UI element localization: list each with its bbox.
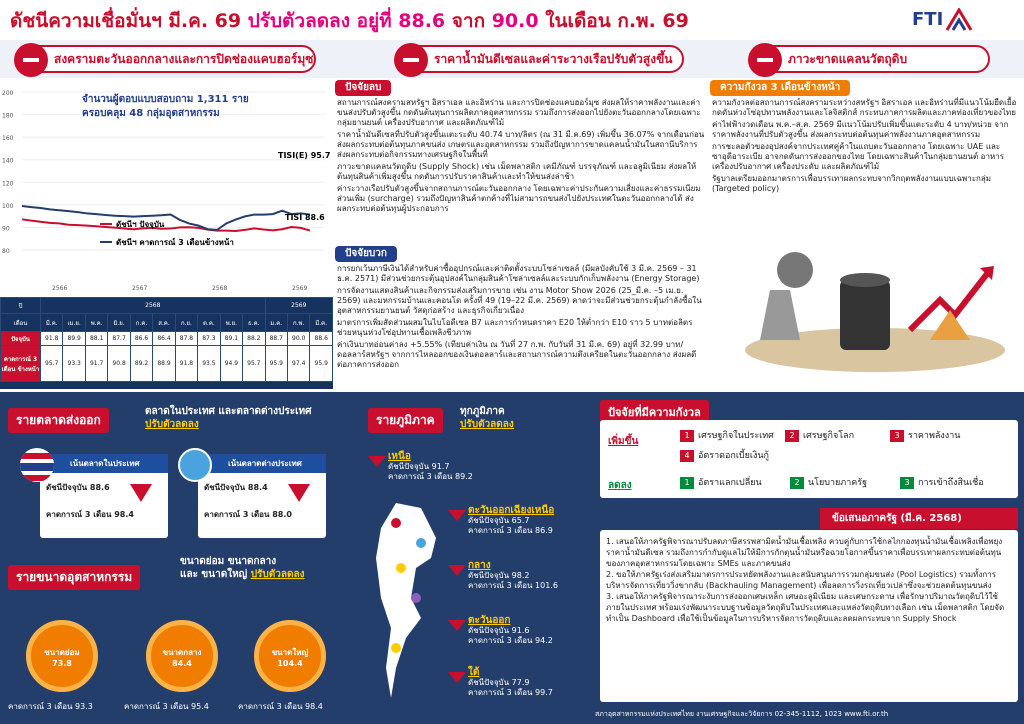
logo-text: FTI — [912, 9, 944, 30]
table-cur-cell: 86.4 — [153, 332, 175, 346]
rank-badge: 3 — [900, 477, 914, 489]
down-arrow-icon — [288, 484, 310, 502]
table-month: พ.ค. — [85, 314, 107, 332]
table-month: เม.ย. — [63, 314, 85, 332]
table-year-header: ปี — [1, 298, 41, 314]
cur-label: ดัชนีปัจจุบัน — [468, 516, 510, 525]
table-cur-cell: 88.7 — [265, 332, 287, 346]
y-tick-label: 80 — [2, 248, 10, 255]
fc-value: 94.2 — [535, 636, 553, 645]
worry-up-entry — [680, 426, 785, 446]
table-cur-cell: 86.6 — [130, 332, 152, 346]
negative-factors-list — [337, 98, 705, 216]
title-highlight: 90.0 — [491, 10, 539, 32]
region-name: กลาง — [468, 560, 491, 571]
size-name: ขนาดใหญ่ — [271, 648, 309, 657]
table-row-label: คาดการณ์ 3 เดือน ข้างหน้า — [1, 346, 41, 382]
fc-value: 86.9 — [535, 526, 553, 535]
title-part: ในเดือน ก.พ. 69 — [538, 10, 689, 32]
worry-down-item: การเข้าถึงสินเชื่อ — [918, 478, 984, 488]
region-east — [468, 616, 553, 646]
cur-value: 98.2 — [511, 571, 530, 580]
region-name: ใต้ — [468, 667, 480, 678]
table-fc-cell: 88.9 — [153, 346, 175, 382]
factor-item: สถานการณ์สงครามสหรัฐฯ อิสราเอล และอิหร่าน และการปิดช่องแคบฮอร์มุซ ส่งผลให้ราคาพลังงานและค่าขนส่งปรับตัวสูงขึ้น กดดันต้นทุนการผลิตภาคอุตสาหกรรม รวมถึงการส่งออกไปยังตะวันออกกลางโดยเฉพาะกลุ่มยานยนต์ เครื่องปรับอากาศ และผลิตภัณฑ์ไม้ — [337, 98, 701, 127]
table-month: ส.ค. — [153, 314, 175, 332]
size-sub — [180, 555, 305, 581]
increase-list — [680, 426, 1010, 466]
down-arrow-icon — [448, 672, 466, 683]
y-tick-label: 120 — [2, 180, 14, 188]
table-fc-cell: 97.4 — [287, 346, 309, 382]
region-sub — [460, 405, 514, 431]
export-sub1: ตลาดในประเทศ และตลาดต่างประเทศ — [145, 406, 312, 417]
thai-flag-icon — [20, 448, 54, 482]
factor-item: ค่าระวางเรือปรับตัวสูงขึ้นจากสถานการณ์ตะวันออกกลาง โดยเฉพาะค่าประกันความเสี่ยงและค่าธรรมเนียมส่วนเพิ่ม (surcharge) รวมถึงปัญหาสินค้าตกค้างที่ไม่สามารถขนส่งไปยังประเทศในตะวันออกกลางได้ ส่งผลกระทบต่อต้นทุนผู้ประกอบการ — [337, 184, 701, 213]
survey-caption — [82, 93, 249, 121]
issue-pill-war — [16, 45, 316, 73]
table-cur-cell: 88.2 — [243, 332, 265, 346]
rank-badge: 2 — [790, 477, 804, 489]
y-tick-label: 180 — [2, 112, 14, 120]
factor-item: การยกเว้นภาษีเงินได้สำหรับค่าซื้ออุปกรณ์และค่าติดตั้งระบบโซล่าเซลล์ (มีผลบังคับใช้ 3 มี.ค. 2569 – 31 ธ.ค. 2571) มีส่วนช่วยกระตุ้นอุปสงค์ในกลุ่มสินค้าโซล่าเซลล์และระบบกักเก็บพลังงาน (Energy Storage) — [337, 264, 700, 283]
factor-item: ราคาน้ำมันดีเซลที่ปรับตัวสูงขึ้นแตะระดับ 40.74 บาท/ลิตร (ณ 31 มี.ค.69) เพิ่มขึ้น 36.07% จากเดือนก่อน ส่งผลกระทบต่อต้นทุนภาคขนส่ง เกษตรและอุตสาหกรรม รวมถึงปัญหาการขาดแคลนน้ำมันในสถานีบริการส่งผลกระทบต่อกิจกรรมทางเศรษฐกิจในพื้นที่ — [337, 130, 705, 159]
table-cur-cell: 87.7 — [108, 332, 130, 346]
table-cur-cell: 91.8 — [41, 332, 63, 346]
table-month: ก.ค. — [130, 314, 152, 332]
y-tick-label: 160 — [2, 135, 14, 143]
size-cur: 104.4 — [277, 659, 303, 668]
fc-value: 99.7 — [535, 688, 553, 697]
large-size-circle — [254, 620, 326, 692]
x-year-label: 2568 — [212, 285, 228, 292]
fc-value: 98.4 — [114, 510, 134, 519]
table-fc-cell: 95.7 — [243, 346, 265, 382]
table-month: ม.ค. — [265, 314, 287, 332]
down-arrow-icon — [368, 456, 386, 467]
factor-item: ค่าไฟฟ้างวดเดือน พ.ค.–ส.ค. 2569 มีแนวโน้มปรับเพิ่มขึ้นแตะระดับ 4 บาท/หน่วย จากราคาพลังงานที่ปรับตัวสูงขึ้น ส่งผลกระทบต่อต้นทุนค่าพลังงานภาคอุตสาหกรรม — [712, 120, 1009, 139]
fc-value: 101.6 — [535, 581, 558, 590]
negative-factors-header: ปัจจัยลบ — [335, 80, 391, 96]
region-northeast — [468, 506, 554, 536]
worry-down-entry — [790, 476, 900, 490]
fc-value: 93.3 — [75, 702, 93, 711]
rank-badge: 1 — [680, 430, 694, 442]
small-size-circle — [26, 620, 98, 692]
fc-label: คาดการณ์ 3 เดือน — [124, 702, 189, 711]
table-month: มิ.ย. — [108, 314, 130, 332]
worry-down-item: อัตราแลกเปลี่ยน — [698, 478, 762, 488]
region-north — [388, 452, 473, 482]
fc-label: คาดการณ์ 3 เดือน — [8, 702, 73, 711]
table-cur-cell: 87.3 — [198, 332, 220, 346]
fti-logo — [912, 8, 1012, 34]
fc-label: คาดการณ์ 3 เดือน — [468, 581, 533, 590]
export-sub — [145, 405, 312, 431]
export-heading: รายตลาดส่งออก — [8, 408, 109, 433]
table-month-header: เดือน — [1, 314, 41, 332]
rank-badge: 2 — [785, 430, 799, 442]
fc-label: คาดการณ์ 3 เดือน — [46, 510, 112, 519]
table-fc-cell: 91.7 — [85, 346, 107, 382]
y-tick-label: 100 — [2, 202, 14, 210]
rank-badge: 1 — [680, 477, 694, 489]
table-fc-cell: 94.9 — [220, 346, 242, 382]
positive-factors-list — [337, 264, 705, 372]
worry-up-item: เศรษฐกิจโลก — [803, 431, 855, 441]
minus-icon — [394, 43, 428, 77]
table-cur-cell: 90.0 — [287, 332, 309, 346]
region-name: ตะวันออกเฉียงเหนือ — [468, 505, 555, 516]
decrease-label: ลดลง — [608, 480, 632, 491]
title-part: ดัชนีความเชื่อมั่นฯ มี.ค. 69 — [10, 10, 248, 32]
cur-label: ดัชนีปัจจุบัน — [468, 678, 510, 687]
cur-value: 88.4 — [247, 483, 268, 492]
cur-value: 88.6 — [89, 483, 110, 492]
medium-size-circle — [146, 620, 218, 692]
worry-up-entry — [890, 426, 995, 446]
table-fc-cell: 95.7 — [41, 346, 63, 382]
legend-label: ดัชนีฯ ปัจจุบัน — [116, 220, 165, 229]
region-south — [468, 668, 553, 698]
x-year-label: 2566 — [52, 285, 68, 292]
fc-value: 95.4 — [191, 702, 209, 711]
minus-icon — [748, 43, 782, 77]
thailand-map — [366, 498, 446, 708]
title-part: จาก — [445, 10, 492, 32]
table-month: ก.ย. — [175, 314, 197, 332]
table-month: ต.ค. — [198, 314, 220, 332]
card-title: เน้นตลาดในประเทศ — [40, 454, 168, 473]
size-sub3: ปรับตัวลดลง — [250, 569, 305, 580]
worry-down-item: นโยบายภาครัฐ — [808, 478, 868, 488]
pill-label: ราคาน้ำมันดีเซลและค่าระวางเรือปรับตัวสูงขึ้น — [434, 51, 673, 66]
pill-label: สงครามตะวันออกกลางและการปิดช่องแคบฮอร์มุซ — [54, 51, 314, 66]
region-name: ตะวันออก — [468, 615, 511, 626]
size-sub2: และ ขนาดใหญ่ — [180, 569, 248, 580]
size-heading: รายขนาดอุตสาหกรรม — [8, 565, 140, 590]
cur-label: ดัชนีปัจจุบัน — [204, 483, 246, 492]
table-cur-cell: 89.9 — [63, 332, 85, 346]
cur-value: 65.7 — [511, 516, 530, 525]
energy-illustration — [730, 230, 1020, 380]
table-cur-cell: 88.6 — [310, 332, 333, 346]
fc-label: คาดการณ์ 3 เดือน — [468, 688, 533, 697]
down-arrow-icon — [448, 510, 466, 521]
size-sub1: ขนาดย่อม ขนาดกลาง — [180, 556, 277, 567]
down-arrow-icon — [448, 620, 466, 631]
region-sub1: ทุกภูมิภาค — [460, 406, 505, 417]
issue-pill-diesel — [396, 45, 684, 73]
worry-down-entry — [680, 476, 790, 490]
down-arrow-icon — [130, 484, 152, 502]
fc-label: คาดการณ์ 3 เดือน — [238, 702, 303, 711]
worry-heading: ปัจจัยที่มีความกังวล — [600, 400, 709, 424]
table-month: พ.ย. — [220, 314, 242, 332]
title-highlight: ปรับตัวลดลง อยู่ที่ 88.6 — [247, 10, 446, 32]
worry-up-item: เศรษฐกิจในประเทศ — [698, 431, 774, 441]
worry-box — [600, 420, 1018, 498]
fc-value: 89.2 — [455, 472, 473, 481]
tisi-label: TISI 88.6 — [285, 213, 325, 222]
table-fc-cell: 91.8 — [175, 346, 197, 382]
worry-up-entry — [785, 426, 890, 446]
size-name: ขนาดกลาง — [162, 648, 202, 657]
factor-item: การจัดงานแสดงสินค้าและกิจกรรมส่งเสริมการขาย เช่น งาน Motor Show 2026 (25_มี.ค. –5 เม.ย. 2569) และมหกรรมบ้านและคอนโด ครั้งที่ 49 (19–22 มี.ค. 2569) คาดว่าจะมีส่วนช่วยกระตุ้นกำลังซื้อในอุตสาหกรรมยานยนต์ วัสดุก่อสร้าง และธุรกิจเกี่ยวเนื่อง — [337, 286, 702, 315]
survey-line1: จำนวนผู้ตอบแบบสอบถาม 1,311 ราย — [82, 94, 249, 105]
footer: สภาอุตสาหกรรมแห่งประเทศไทย งานเศรษฐกิจและวิจัยการ 02-345-1112, 1023 www.fti.or.th — [595, 710, 889, 718]
survey-line2: ครอบคลุม 48 กลุ่มอุตสาหกรรม — [82, 108, 220, 119]
factor-item: 3. เสนอให้ภาครัฐพิจารณาระงับการส่งออกเศษเหล็ก เศษอะลูมิเนียม และเศษกระดาษ เพื่อรักษาปริมาณวัตถุดิบไว้ใช้ภายในประเทศ พร้อมเร่งพัฒนาระบบฐานข้อมูลวัตถุดิบในประเทศและแหล่งวัตถุดิบทางเลือก เช่น เม็ดพลาสติก โดยจัดทำเป็น Dashboard เพื่อใช้เป็นข้อมูลในการบริหารจัดการวัตถุดิบและลดผลกระทบจาก Supply Shock — [606, 592, 1005, 623]
table-year: 2568 — [41, 298, 266, 314]
table-fc-cell: 95.9 — [310, 346, 333, 382]
proposal-box — [600, 530, 1018, 702]
rank-badge: 3 — [890, 430, 904, 442]
size-name: ขนาดย่อม — [44, 648, 80, 657]
factor-item: ความกังวลต่อสถานการณ์สงครามระหว่างสหรัฐฯ อิสราเอล และอิหร่านที่มีแนวโน้มยืดเยื้อ กดดันห่วงโซ่อุปทานพลังงานและโลจิสติกส์ กระทบภาคการผลิตและภาคท่องเที่ยวของไทย — [712, 98, 1017, 117]
rank-badge: 4 — [680, 450, 694, 462]
minus-icon — [14, 43, 48, 77]
worry-up-item: ราคาพลังงาน — [908, 431, 961, 441]
table-fc-cell: 90.8 — [108, 346, 130, 382]
cur-value: 91.6 — [511, 626, 530, 635]
cur-value: 91.7 — [431, 462, 450, 471]
y-tick-label: 140 — [2, 157, 14, 165]
worry-up-item: อัตราดอกเบี้ยเงินกู้ — [698, 451, 769, 461]
export-sub2: ปรับตัวลดลง — [145, 419, 199, 430]
positive-factors-header: ปัจจัยบวก — [335, 246, 397, 262]
table-fc-cell: 93.3 — [63, 346, 85, 382]
table-month: มี.ค. — [310, 314, 333, 332]
fc-label: คาดการณ์ 3 เดือน — [204, 510, 270, 519]
cur-label: ดัชนีปัจจุบัน — [468, 571, 510, 580]
factor-item: ค่าเงินบาทอ่อนค่าลง +5.55% (เทียบค่าเงิน ณ วันที่ 27 ก.พ. กับวันที่ 31 มี.ค. 69) อยู่ที่ 32.99 บาท/ดอลลาร์สหรัฐฯ จากการไหลออกของเงินตอลลาร์และสถานการณ์ความตึงเครียดในตะวันออกกลาง ส่งผลดีต่อภาคการส่งออก — [337, 340, 697, 369]
size-cur: 84.4 — [172, 659, 192, 668]
factor-item: ภาวะขาดแคลนวัตถุดิบ (Supply Shock) เช่น เม็ดพลาสติก เคมีภัณฑ์ บรรจุภัณฑ์ และอลูมิเนียม ส่งผลให้ต้นทุนสินค้าเพิ่มสูงขึ้น กดดันการปรับราคาสินค้าและทำให้ขนส่งล่าช้า — [337, 162, 697, 181]
region-heading: รายภูมิภาค — [368, 408, 443, 433]
y-tick-label: 200 — [2, 90, 14, 97]
series-line — [22, 206, 310, 230]
size-fc — [238, 700, 323, 713]
x-year-label: 2569 — [292, 285, 308, 292]
fc-label: คาดการณ์ 3 เดือน — [388, 472, 453, 481]
table-year: 2569 — [265, 298, 332, 314]
y-tick-label: 90 — [2, 225, 10, 233]
table-month: ก.พ. — [287, 314, 309, 332]
region-central — [468, 561, 558, 591]
tisi-e-label: TISI(E) 95.7 — [278, 151, 331, 160]
decrease-list — [680, 476, 1010, 490]
concern-header: ความกังวล 3 เดือนข้างหน้า — [710, 80, 850, 96]
size-fc — [124, 700, 209, 713]
factor-item: 1. เสนอให้ภาครัฐพิจารณาปรับลดภาษีสรรพสามิตน้ำมันเชื้อเพลิง ควบคู่กับการใช้กลไกกองทุนน้ำมันเชื้อเพลิงเพื่อพยุงราคาน้ำมันดีเซล รวมถึงการกำกับดูแลไม่ให้มีการกักตุนน้ำมันหรือฉวยโอกาสขึ้นราคาเพื่อบรรเทาผลกระทบต่อต้นทุนของภาคอุตสาหกรรมโดยเฉพาะ SMEs และภาคขนส่ง — [606, 537, 1003, 568]
table-row-label: ปัจจุบัน — [1, 332, 41, 346]
cur-value: 77.9 — [511, 678, 530, 687]
size-cur: 73.8 — [52, 659, 72, 668]
factor-item: 2. ขอให้ภาครัฐเร่งส่งเสริมมาตรการประหยัดพลังงานและสนับสนุนการรวมกลุ่มขนส่ง (Pool Logistics) รวมทั้งการบริหารจัดการเที่ยววิ่งขากลับ (Backhauling Management) เพื่อลดการวิ่งรถเที่ยวเปล่าซึ่งจะช่วยลดต้นทุนขนส่ง — [606, 570, 996, 590]
cur-label: ดัชนีปัจจุบัน — [388, 462, 430, 471]
issue-pill-shortage — [750, 45, 990, 73]
globe-icon — [178, 448, 212, 482]
logo-icon — [943, 8, 975, 32]
factor-item: มาตรการเพิ่มสัดส่วนผสมในไบโอดีเซล B7 และการกำหนดราคา E20 ให้ต่ำกว่า E10 ราว 5 บาทต่อลิตร ช่วยหนุนห่วงโซ่อุปทานเชื้อเพลิงชีวภาพ — [337, 318, 693, 337]
table-fc-cell: 89.2 — [130, 346, 152, 382]
table-month: ธ.ค. — [243, 314, 265, 332]
concern-list — [712, 98, 1020, 196]
increase-label: เพิ่มขึ้น — [608, 436, 639, 447]
table-month: มี.ค. — [41, 314, 63, 332]
down-arrow-icon — [448, 565, 466, 576]
fc-label: คาดการณ์ 3 เดือน — [468, 526, 533, 535]
fc-value: 88.0 — [272, 510, 292, 519]
cur-label: ดัชนีปัจจุบัน — [46, 483, 88, 492]
page-title — [10, 6, 689, 36]
table-fc-cell: 93.5 — [198, 346, 220, 382]
series-line — [22, 219, 310, 231]
region-sub2: ปรับตัวลดลง — [460, 419, 514, 430]
table-cur-cell: 87.8 — [175, 332, 197, 346]
table-fc-cell: 95.9 — [265, 346, 287, 382]
table-cur-cell: 89.1 — [220, 332, 242, 346]
cur-label: ดัชนีปัจจุบัน — [468, 626, 510, 635]
fc-value: 98.4 — [305, 702, 323, 711]
proposal-heading: ข้อเสนอภาครัฐ (มี.ค. 2568) — [820, 508, 1018, 529]
region-name: เหนือ — [388, 451, 411, 462]
pill-label: ภาวะขาดแคลนวัตถุดิบ — [788, 51, 908, 66]
factor-item: การชะลอตัวของอุปสงค์จากประเทศคู่ค้าในแถบตะวันออกกลาง โดยเฉพาะ UAE และซาอุดีอาระเบีย อาจกดดันการส่งออกของไทย โดยเฉพาะสินค้าในกลุ่มยานยนต์ อาหาร เครื่องปรับอากาศ เครื่องประดับ และผลิตภัณฑ์ไม้ — [712, 142, 1005, 171]
index-table — [0, 297, 333, 389]
table-cur-cell: 88.1 — [85, 332, 107, 346]
worry-down-entry — [900, 476, 1010, 490]
x-year-label: 2567 — [132, 285, 148, 292]
fc-label: คาดการณ์ 3 เดือน — [468, 636, 533, 645]
factor-item: รัฐบาลเตรียมออกมาตรการเพื่อบรรเทาผลกระทบจากวิกฤตพลังงานแบบเฉพาะกลุ่ม (Targeted policy) — [712, 174, 992, 193]
worry-up-entry — [680, 446, 785, 466]
proposal-list — [606, 536, 1012, 624]
card-title: เน้นตลาดต่างประเทศ — [198, 454, 326, 473]
size-fc — [8, 700, 93, 713]
legend-label: ดัชนีฯ คาดการณ์ 3 เดือนข้างหน้า — [116, 238, 234, 247]
